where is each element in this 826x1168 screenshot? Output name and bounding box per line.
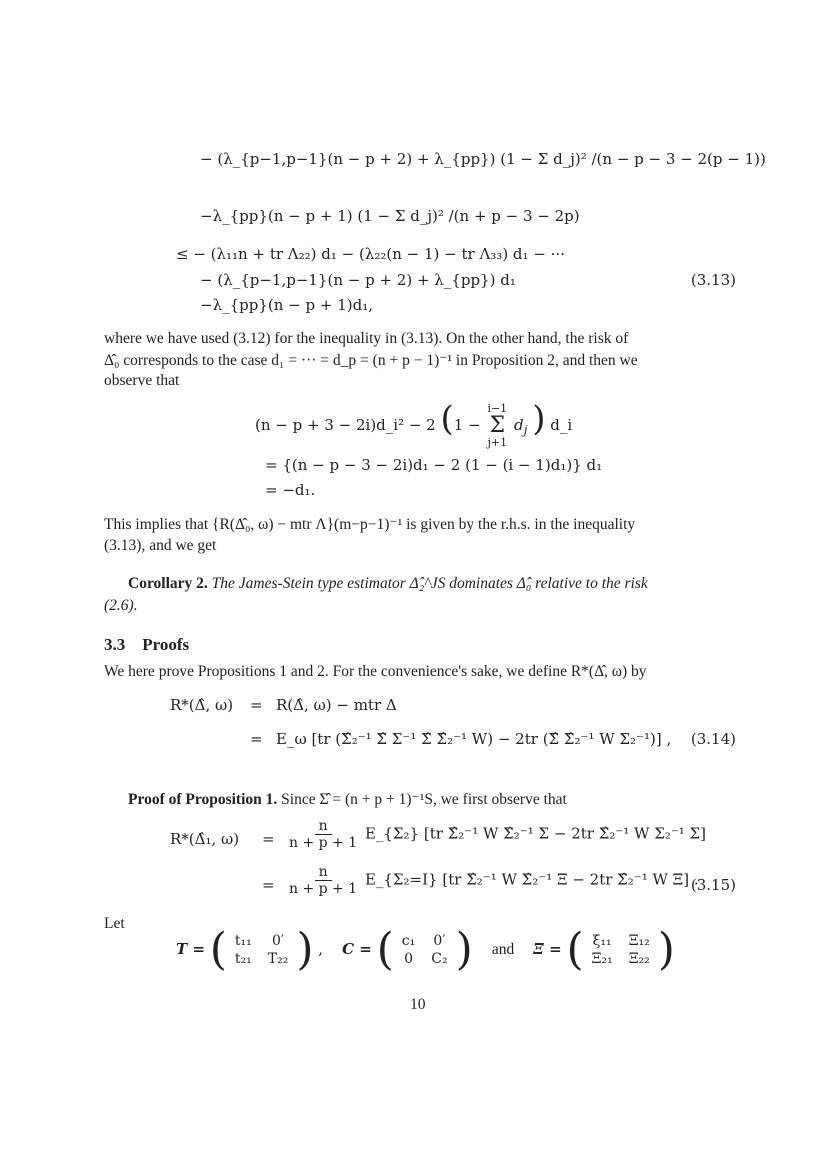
equation-line-1 [200,150,766,168]
left-paren: ( [440,399,454,439]
fraction-numerator: n [315,818,332,835]
equation-text: d_i [550,416,573,434]
equation-text: − (λ_{p−1,p−1}(n − p + 2) + λ_{pp}) d₁ [200,271,516,289]
left-paren: ( [566,924,584,975]
fraction-denominator: n + p + 1 [289,881,358,897]
fraction [289,818,357,851]
left-paren: ( [209,924,227,975]
matrix-C [376,924,473,975]
eq-3-15-lhs: R*(Δ̂₁, ω) [170,830,240,848]
paragraph-3: We here prove Propositions 1 and 2. For the convenience's sake, we define R*(Δ̂, ω) by [104,663,647,680]
right-paren: ) [296,924,314,975]
matrix-Xi-table [584,932,658,968]
corollary-text: The James-Stein type estimator Δ̂₂^JS dominates Δ̂₀ relative to the risk [211,575,648,592]
matrix-cell: Ξ₁₂ [628,933,650,949]
right-paren: ) [455,924,473,975]
equation-text: − (λ_{p−1,p−1}(n − p + 2) + λ_{pp}) (1 − Σ d_j)² /(n − p − 3 − 2(p − 1)) [200,150,766,168]
paragraph-1-line-3: observe that [104,372,180,389]
equation-text: E_{Σ₂=I} [tr Σ̂₂⁻¹ W Σ̂₂⁻¹ Ξ − 2tr Σ̂₂⁻¹ W Ξ] . [364,870,699,889]
proof-heading [128,790,567,809]
sum-upper: i−1 [487,402,508,416]
matrix-row: T = ( t₁₁ 0′ t₂₁ T₂₂ ) , C = ( c₁ 0′ 0 C₂ ) and Ξ = ( ξ₁₁ Ξ₁₂ Ξ₂₁ Ξ₂₂ ) [176,924,675,975]
matrix-cell: 0 [404,951,413,967]
eq-3-14-rhs-1: R(Δ̂, ω) − mtr Δ [276,696,397,714]
fraction-denominator: n + p + 1 [289,835,358,851]
matrix-T-name: T = [176,940,205,958]
eq-3-14-equals-1: = [250,696,263,714]
sigma-glyph: Σ [489,413,506,438]
matrix-cell: Ξ₂₂ [628,951,650,967]
summation [487,403,507,448]
let-text: Let [104,915,125,932]
matrix-C-table [394,932,456,968]
paragraph-1-line-1: where we have used (3.12) for the inequality in (3.13). On the other hand, the risk of [104,330,629,347]
page-number: 10 [410,996,426,1013]
equation-text: −λ_{pp}(n − p + 1) (1 − Σ d_j)² /(n + p − 3 − 2p) [200,207,580,225]
equation-line-5 [200,296,373,314]
matrix-C-name: C = [342,940,372,958]
fraction-numerator: n [315,864,332,881]
section-heading [104,635,189,655]
matrix-Xi-name: Ξ = [533,940,562,958]
equation-number: (3.13) [690,271,736,289]
proof-text: Since Σ̂ = (n + p + 1)⁻¹S, we first observe that [281,791,567,808]
matrix-cell: 0′ [272,933,285,949]
eq-3-14-rhs-2: E_ω [tr (Σ̂₂⁻¹ Σ̂ Σ⁻¹ Σ̂ Σ̂₂⁻¹ W) − 2tr (Σ̂ Σ̂₂⁻¹ W Σ₂⁻¹)] , [276,730,672,748]
equation-text: E_{Σ₂} [tr Σ̂₂⁻¹ W Σ̂₂⁻¹ Σ − 2tr Σ̂₂⁻¹ W Σ₂⁻¹ Σ] [364,824,706,843]
eq-3-15-equals-2: = [262,876,275,894]
equation-line-4 [200,271,516,289]
left-paren: ( [376,924,394,975]
display-2-line-2: = {(n − p − 3 − 2i)d₁ − 2 (1 − (i − 1)d₁)} d₁ [265,456,603,474]
equation-line-2 [200,207,580,225]
eq-3-15-rhs-1 [286,818,706,851]
equation-line-3 [176,245,565,263]
matrix-cell: c₁ [401,933,416,949]
matrix-cell: C₂ [431,951,448,967]
corollary-label: Corollary 2. [128,575,208,592]
section-title: Proofs [142,635,190,654]
fraction [289,864,357,897]
display-2-line-1: (n − p + 3 − 2i)d_i² − 2 (1 − i−1 Σ j+1 $d_j$ ) d_i [255,399,573,449]
corollary-line-2: (2.6). [104,597,138,614]
eq-3-14-lhs: R*(Δ̂, ω) [170,696,234,714]
matrix-cell: Ξ₂₁ [591,951,613,967]
section-number: 3.3 [104,635,126,654]
matrix-cell: ξ₁₁ [592,933,612,949]
matrix-cell: t₁₁ [234,933,252,949]
paragraph-2-line-1: This implies that {R(Δ̂₀, ω) − mtr Λ}(m−p−1)⁻¹ is given by the r.h.s. in the inequality [104,516,636,533]
display-2-line-3: = −d₁. [265,481,316,499]
matrix-Xi [566,924,675,975]
eq-3-15-rhs-2 [286,864,699,897]
right-paren: ) [532,399,546,439]
equation-text: −λ_{pp}(n − p + 1)d₁, [200,296,373,314]
paragraph-1-line-2: Δ̂₀ corresponds to the case d₁ = ··· = d_p = (n + p − 1)⁻¹ in Proposition 2, and then we [104,352,638,369]
and-text: and [491,941,515,958]
corollary [128,575,648,593]
eq-3-14-equals-2: = [250,730,263,748]
d-j: $d_j$ [513,416,528,437]
equation-number-3-15: (3.15) [690,876,736,894]
paragraph-2-line-2: (3.13), and we get [104,537,217,554]
eq-3-15-equals-1: = [262,830,275,848]
matrix-cell: T₂₂ [267,951,289,967]
right-paren: ) [657,924,675,975]
equation-number-3-13 [691,271,736,289]
sum-lower: j+1 [487,436,508,449]
matrix-cell: 0′ [433,933,446,949]
proof-label: Proof of Proposition 1. [128,791,278,808]
matrix-cell: t₂₁ [234,951,252,967]
matrix-T [209,924,314,975]
matrix-T-table [227,932,296,968]
equation-text: ≤ − (λ₁₁n + tr Λ₂₂) d₁ − (λ₂₂(n − 1) − tr Λ₃₃) d₁ − ··· [176,245,565,263]
equation-number-3-14: (3.14) [690,730,736,748]
equation-text: (n − p + 3 − 2i)d_i² − 2 [255,416,436,434]
